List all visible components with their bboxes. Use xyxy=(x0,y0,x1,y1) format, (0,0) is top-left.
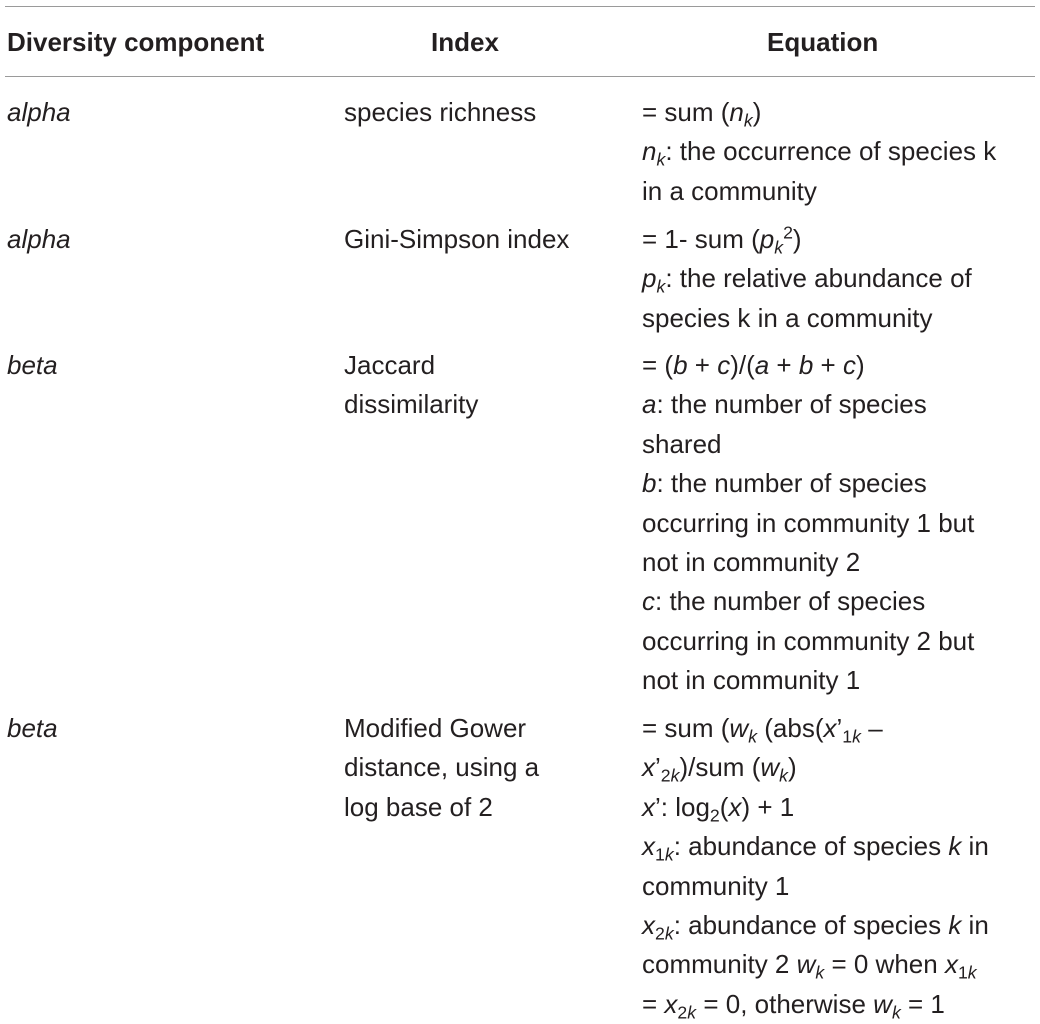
index-cell: Gini-Simpson index xyxy=(344,224,570,254)
index-cell: Modified Gower distance, using a log base of 2 xyxy=(344,713,540,822)
equation-cell: = sum $(n_k)$ $n_k$: the occurrence of species k in a community xyxy=(642,97,997,206)
index-cell: species richness xyxy=(344,97,537,127)
equation-cell: = (b + c)/(a + b + c) a: the number of species shared b: the number of species occurring in community 1 but not in community 2 c: the number of species occurring in community 2 but not in community 1 xyxy=(642,350,975,696)
header-diversity-component: Diversity component xyxy=(7,27,265,57)
table-top-rule xyxy=(5,6,1035,7)
header-equation: Equation xyxy=(767,27,879,57)
header-index: Index xyxy=(431,27,499,57)
equation-cell: = 1- sum $(p_k^2)$ $p_k$: the relative abundance of species k in a community xyxy=(642,222,972,333)
index-cell: Jaccard dissimilarity xyxy=(344,350,479,420)
equation-cell: = sum ($w_k$ ($abs(x’_{1k}$ – $x’_{2k}$)/sum $(w_k)$ x’: $\log_2(x) + 1$ $x_{1k}$: abundance of species k in community 1 $x_{2k}$: abundance of species k in community 2 $w_k = 0$ when $x_{1k}$ = $x_{2k} = 0$, otherwise $w_k = 1$ xyxy=(642,713,989,1023)
header-bottom-rule xyxy=(5,76,1035,77)
diversity-component-cell: alpha xyxy=(7,224,71,254)
diversity-component-cell: beta xyxy=(7,350,58,380)
diversity-component-cell: alpha xyxy=(7,97,71,127)
diversity-component-cell: beta xyxy=(7,713,58,743)
